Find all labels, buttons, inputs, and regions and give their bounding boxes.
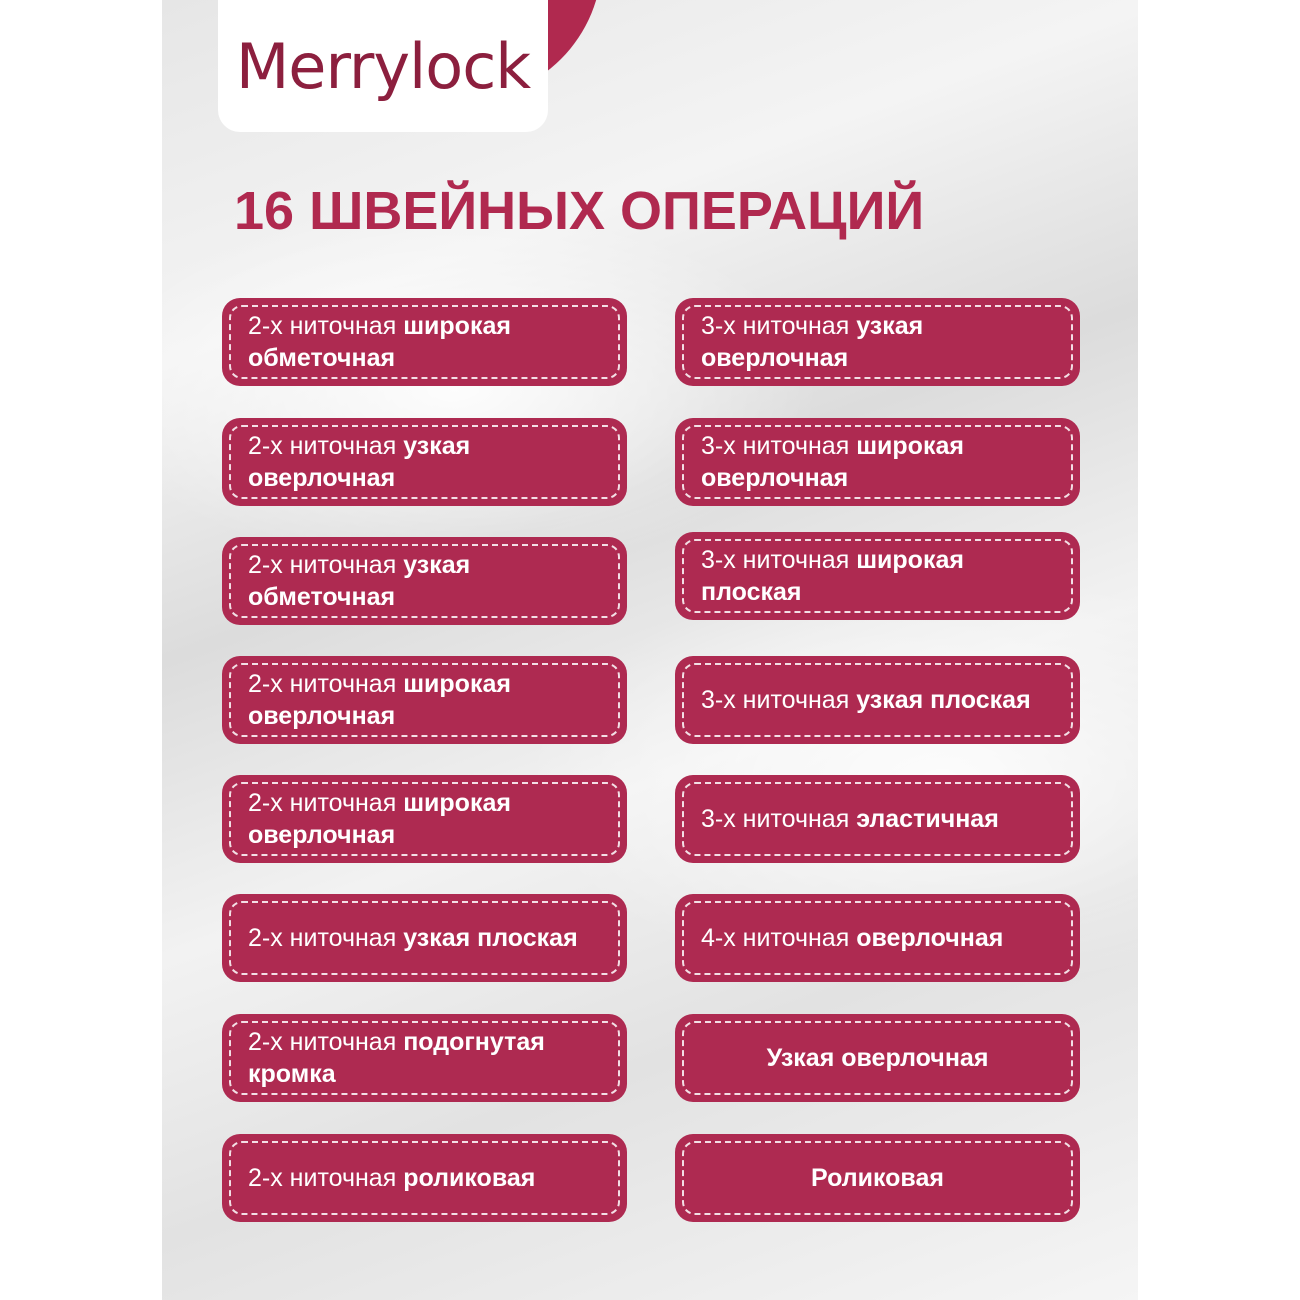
operation-regular-text: 2-х ниточная xyxy=(248,312,404,340)
operation-bold-text: узкая обметочная xyxy=(248,551,471,611)
operation-badge xyxy=(675,418,1080,506)
operation-badge xyxy=(222,894,627,982)
operation-regular-text: 4-х ниточная xyxy=(701,924,857,952)
operation-bold-text: узкая плоская xyxy=(403,924,578,952)
operation-badge xyxy=(675,656,1080,744)
operation-bold-text: широкая оверлочная xyxy=(248,670,511,730)
operation-bold-text: широкая плоская xyxy=(701,546,964,606)
brand-logo: Merrylock xyxy=(235,29,531,103)
operation-bold-text: оверлочная xyxy=(856,924,1004,952)
operation-badge xyxy=(675,894,1080,982)
operation-bold-text: роликовая xyxy=(403,1164,536,1192)
operation-regular-text: 2-х ниточная xyxy=(248,1028,404,1056)
operation-badge xyxy=(222,418,627,506)
operation-badge xyxy=(222,656,627,744)
operation-bold-text: широкая оверлочная xyxy=(701,432,964,492)
operation-regular-text: 2-х ниточная xyxy=(248,432,404,460)
page-title: 16 ШВЕЙНЫХ ОПЕРАЦИЙ xyxy=(234,181,925,241)
operation-regular-text: 3-х ниточная xyxy=(701,312,857,340)
operation-bold-text: узкая плоская xyxy=(856,686,1031,714)
operation-bold-text: эластичная xyxy=(856,805,999,833)
operation-bold-text: Узкая оверлочная xyxy=(766,1044,989,1072)
operation-badge xyxy=(675,1014,1080,1102)
operation-bold-text: узкая оверлочная xyxy=(248,432,471,492)
operation-bold-text: широкая оверлочная xyxy=(248,789,511,849)
operation-regular-text: 2-х ниточная xyxy=(248,670,404,698)
operation-regular-text: 2-х ниточная xyxy=(248,924,404,952)
operation-badge xyxy=(222,537,627,625)
operation-badge xyxy=(675,775,1080,863)
logo-box xyxy=(218,0,548,132)
operation-regular-text: 2-х ниточная xyxy=(248,1164,404,1192)
operation-badge xyxy=(675,1134,1080,1222)
operation-regular-text: 3-х ниточная xyxy=(701,432,857,460)
operation-regular-text: 2-х ниточная xyxy=(248,551,404,579)
operation-badge xyxy=(222,298,627,386)
operation-bold-text: подогнутая кромка xyxy=(248,1028,545,1088)
operation-badge xyxy=(222,1014,627,1102)
operation-bold-text: широкая обметочная xyxy=(248,312,511,372)
operation-regular-text: 3-х ниточная xyxy=(701,546,857,574)
operation-badge xyxy=(222,1134,627,1222)
product-card xyxy=(162,0,1138,1300)
operation-badge xyxy=(675,298,1080,386)
operation-regular-text: 3-х ниточная xyxy=(701,805,857,833)
operation-regular-text: 3-х ниточная xyxy=(701,686,857,714)
operation-badge xyxy=(675,532,1080,620)
operation-badge xyxy=(222,775,627,863)
operation-bold-text: Роликовая xyxy=(811,1164,944,1192)
operation-bold-text: узкая оверлочная xyxy=(701,312,924,372)
operation-regular-text: 2-х ниточная xyxy=(248,789,404,817)
